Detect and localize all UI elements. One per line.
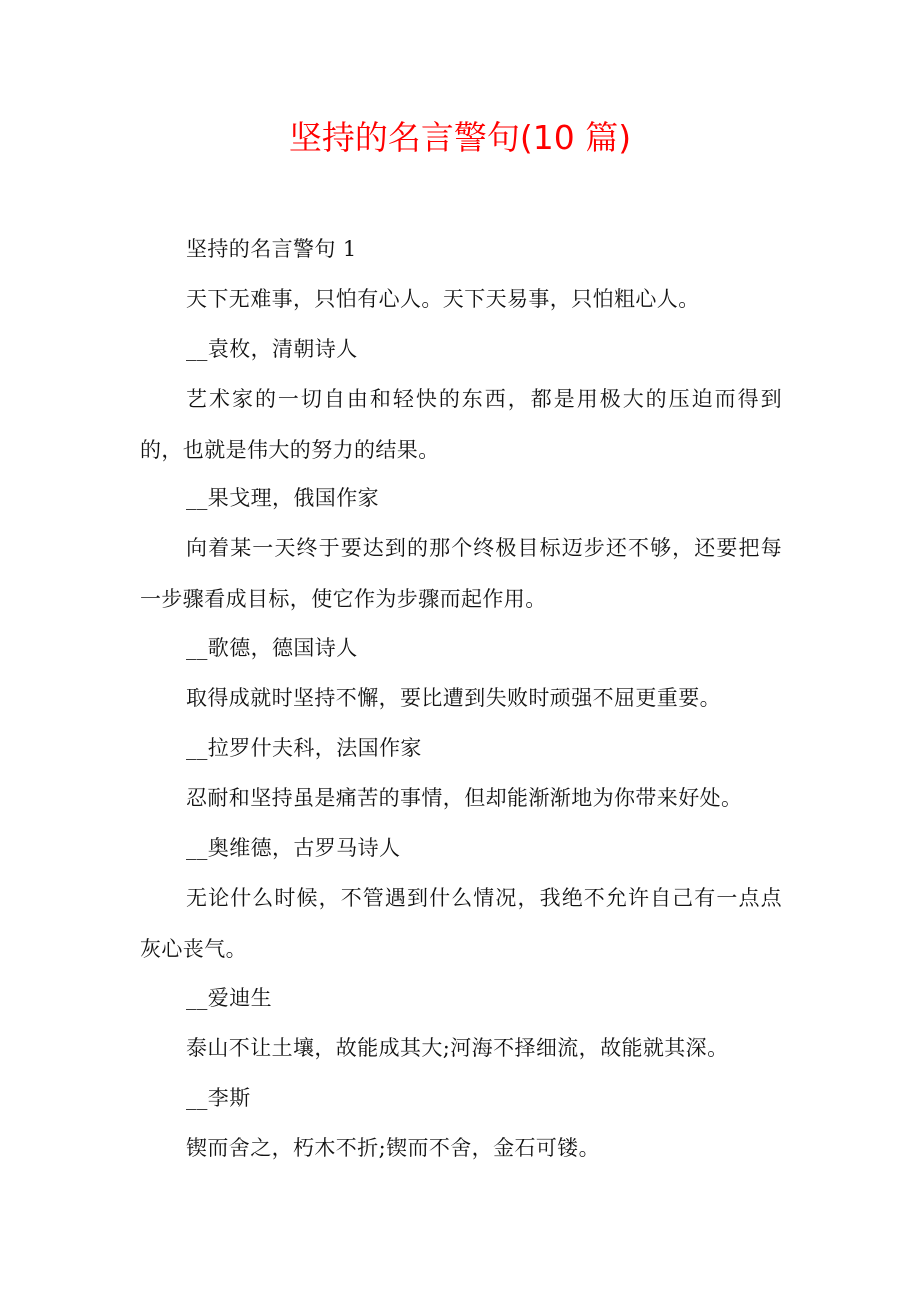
quote-attribution: __拉罗什夫科，法国作家 bbox=[186, 736, 422, 760]
quote-text: 艺术家的一切自由和轻快的东西，都是用极大的压迫而得到的，也就是伟大的努力的结果。 bbox=[140, 387, 782, 462]
section-heading: 坚持的名言警句 1 bbox=[186, 237, 357, 261]
quote-text: 向着某一天终于要达到的那个终极目标迈步还不够，还要把每一步骤看成目标，使它作为步骤而起作用。 bbox=[140, 536, 782, 611]
quote-attribution: __果戈理，俄国作家 bbox=[186, 486, 379, 510]
quote-text: 无论什么时候，不管遇到什么情况，我绝不允许自己有一点点灰心丧气。 bbox=[140, 886, 782, 961]
quote-attribution: __奥维德，古罗马诗人 bbox=[186, 836, 401, 860]
quote-text: 忍耐和坚持虽是痛苦的事情，但却能渐渐地为你带来好处。 bbox=[186, 786, 743, 810]
quote-attribution: __歌德，德国诗人 bbox=[186, 636, 358, 660]
quote-attribution: __李斯 bbox=[186, 1086, 251, 1110]
quote-attribution: __袁枚，清朝诗人 bbox=[186, 337, 358, 361]
quote-text: 天下无难事，只怕有心人。天下天易事，只怕粗心人。 bbox=[186, 287, 700, 311]
page-title: 坚持的名言警句(10 篇) bbox=[288, 118, 632, 157]
quote-text: 泰山不让土壤，故能成其大;河海不择细流，故能就其深。 bbox=[186, 1036, 729, 1060]
quote-text: 取得成就时坚持不懈，要比遭到失败时顽强不屈更重要。 bbox=[186, 686, 721, 710]
quote-attribution: __爱迪生 bbox=[186, 986, 272, 1010]
quote-text: 锲而舍之，朽木不折;锲而不舍，金石可镂。 bbox=[186, 1136, 601, 1160]
